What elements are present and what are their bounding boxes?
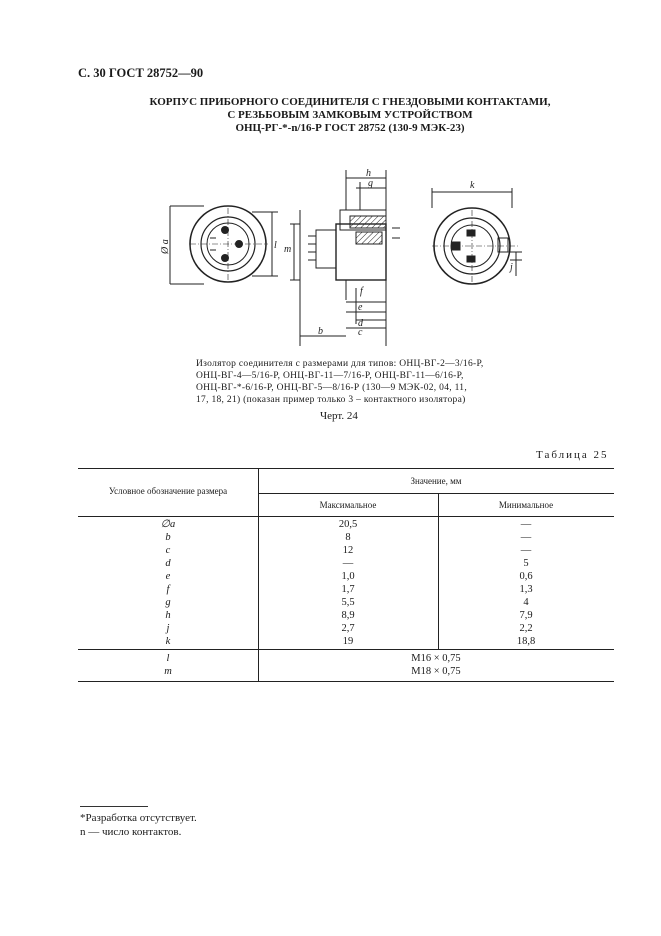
row-max: —: [342, 558, 354, 569]
figure-number: Черт. 24: [320, 410, 358, 422]
row-min: 7,9: [519, 610, 533, 621]
row-min: 0,6: [519, 571, 533, 582]
row-name: f: [166, 584, 170, 595]
connector-drawing: [160, 168, 540, 353]
dim-label-g: g: [368, 178, 373, 189]
dim-label-h: h: [366, 168, 371, 179]
footnote-1: *Разработка отсутствует.: [80, 812, 197, 824]
row-name: j: [166, 623, 170, 634]
row-max: 12: [342, 545, 354, 556]
row-max: 2,7: [341, 623, 355, 634]
row-name: m: [164, 666, 172, 677]
document-title-line-2: С РЕЗЬБОВЫМ ЗАМКОВЫМ УСТРОЙСТВОМ: [227, 109, 473, 121]
row-max: 1,0: [341, 571, 355, 582]
footnote-rule: [80, 806, 148, 807]
row-min: 2,2: [519, 623, 533, 634]
row-min: 18,8: [516, 636, 536, 647]
row-name: c: [165, 545, 171, 556]
dim-label-f: f: [360, 286, 363, 297]
row-thread-value: M18 × 0,75: [411, 666, 461, 677]
header-value: Значение, мм: [410, 476, 462, 486]
table-rule: [78, 681, 614, 682]
row-name: e: [165, 571, 171, 582]
row-min: 4: [523, 597, 529, 608]
row-min: —: [520, 519, 532, 530]
table-rule: [258, 493, 614, 494]
row-name: l: [166, 653, 170, 664]
row-min: —: [520, 532, 532, 543]
row-max: 1,7: [341, 584, 355, 595]
caption-line: 17, 18, 21) (показан пример только 3 – контактного изолятора): [196, 395, 466, 405]
footnote-2: n — число контактов.: [80, 826, 182, 838]
dim-label-m: m: [284, 244, 292, 255]
dim-label-e: e: [358, 302, 363, 313]
dim-label-l: l: [274, 240, 277, 251]
row-name: b: [165, 532, 171, 543]
row-name: ∅a: [160, 519, 176, 530]
row-name: h: [165, 610, 171, 621]
caption-line: Изолятор соединителя с размерами для типов: ОНЦ-ВГ-2—3/16-Р,: [196, 359, 484, 369]
dim-label-b: b: [318, 326, 323, 337]
front-view-left: [170, 206, 278, 284]
row-max: 8,9: [341, 610, 355, 621]
row-max: 8: [345, 532, 351, 543]
table-rule: [78, 516, 614, 517]
row-min: 5: [523, 558, 529, 569]
dim-label-d: d: [358, 318, 363, 329]
header-designation: Условное обозначение размера: [108, 486, 228, 496]
dim-label-a: Ø a: [160, 239, 171, 254]
row-max: 20,5: [338, 519, 358, 530]
row-name: d: [165, 558, 171, 569]
row-name: k: [165, 636, 171, 647]
dim-label-j: j: [510, 262, 513, 273]
dim-label-k: k: [470, 180, 475, 191]
document-title-line-1: КОРПУС ПРИБОРНОГО СОЕДИНИТЕЛЯ С ГНЕЗДОВЫМИ КОНТАКТАМИ,: [149, 96, 551, 108]
row-thread-value: M16 × 0,75: [411, 653, 461, 664]
row-name: g: [165, 597, 171, 608]
table-label: Таблица 25: [536, 449, 609, 461]
row-min: 1,3: [519, 584, 533, 595]
header-min: Минимальное: [498, 500, 554, 510]
document-title-line-3: ОНЦ-РГ-*-n/16-Р ГОСТ 28752 (130-9 МЭК-23): [235, 122, 465, 134]
table-rule: [78, 649, 614, 650]
table-rule: [78, 468, 614, 469]
figure-caption: [196, 358, 516, 406]
row-max: 5,5: [341, 597, 355, 608]
header-max: Максимальное: [319, 500, 377, 510]
row-min: —: [520, 545, 532, 556]
row-max: 19: [342, 636, 354, 647]
dim-label-c: c: [358, 327, 363, 338]
caption-line: ОНЦ-ВГ-4—5/16-Р, ОНЦ-ВГ-11—7/16-Р, ОНЦ-ВГ-11—6/16-Р,: [196, 371, 464, 381]
front-view-right: [432, 188, 522, 284]
caption-line: ОНЦ-ВГ-*-6/16-Р, ОНЦ-ВГ-5—8/16-Р (130—9 МЭК-02, 04, 11,: [196, 383, 468, 393]
page-header: С. 30 ГОСТ 28752—90: [78, 66, 204, 80]
side-section-view: [290, 170, 400, 346]
dimensions-table: [78, 468, 614, 682]
